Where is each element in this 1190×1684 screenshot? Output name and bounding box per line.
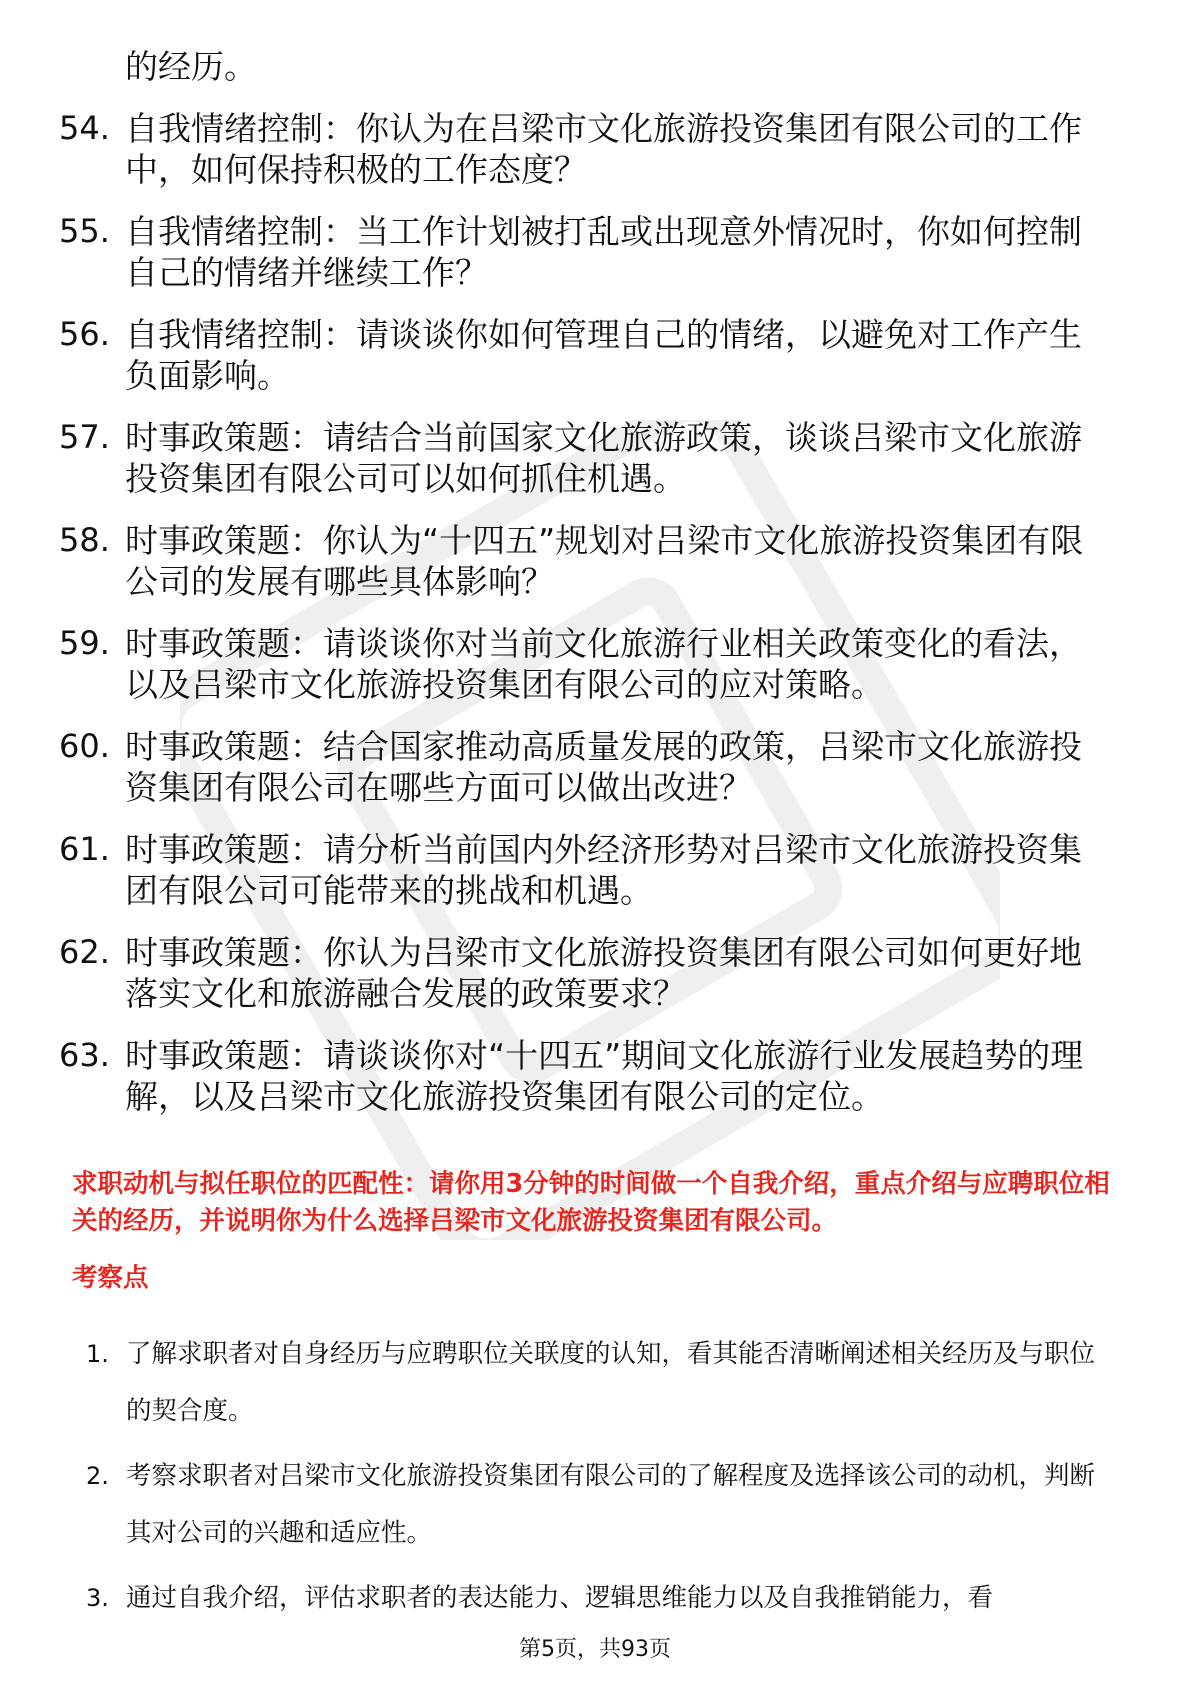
question-text: 时事政策题：结合国家推动高质量发展的政策，吕梁市文化旅游投资集团有限公司在哪些方面可以做出改进？ [125, 727, 1082, 807]
assessment-points-heading: 考察点 [72, 1263, 149, 1293]
question-number: 55. [59, 212, 110, 250]
question-number: 63. [59, 1036, 110, 1074]
assessment-points-list [0, 1326, 1190, 1635]
question-text: 时事政策题：请谈谈你对当前文化旅游行业相关政策变化的看法，以及吕梁市文化旅游投资集团有限公司的应对策略。 [125, 624, 1082, 704]
list-item [86, 1448, 1116, 1562]
list-item-text: 了解求职者对自身经历与应聘职位关联度的认知，看其能否清晰阐述相关经历及与职位的契合度。 [126, 1339, 1096, 1426]
continued-text: 的经历。 [125, 47, 257, 86]
page-footer: 第5页，共93页 [519, 1637, 671, 1662]
question-item [59, 829, 1110, 911]
question-item [59, 417, 1110, 499]
question-text: 时事政策题：请谈谈你对“十四五”期间文化旅游行业发展趋势的理解，以及吕梁市文化旅游投资集团有限公司的定位。 [125, 1036, 1084, 1116]
question-number: 62. [59, 933, 110, 971]
question-text: 时事政策题：请结合当前国家文化旅游政策，谈谈吕梁市文化旅游投资集团有限公司可以如何抓住机遇。 [125, 418, 1082, 498]
question-text: 自我情绪控制：你认为在吕梁市文化旅游投资集团有限公司的工作中，如何保持积极的工作态度？ [125, 109, 1082, 189]
list-item-number: 2. [86, 1462, 109, 1490]
list-item-text: 考察求职者对吕梁市文化旅游投资集团有限公司的了解程度及选择该公司的动机，判断其对公司的兴趣和适应性。 [126, 1461, 1096, 1548]
question-number: 60. [59, 727, 110, 765]
list-item-number: 3. [86, 1584, 109, 1612]
question-text: 时事政策题：你认为吕梁市文化旅游投资集团有限公司如何更好地落实文化和旅游融合发展的政策要求？ [125, 933, 1082, 1013]
question-text: 自我情绪控制：请谈谈你如何管理自己的情绪，以避免对工作产生负面影响。 [125, 315, 1082, 395]
question-item [59, 932, 1110, 1014]
question-item [59, 108, 1110, 190]
list-item-number: 1. [86, 1340, 109, 1368]
question-item [59, 1035, 1110, 1117]
question-item [59, 520, 1110, 602]
question-number: 57. [59, 418, 110, 456]
question-text: 时事政策题：你认为“十四五”规划对吕梁市文化旅游投资集团有限公司的发展有哪些具体影响？ [125, 521, 1084, 601]
question-item [59, 623, 1110, 705]
question-number: 58. [59, 521, 110, 559]
question-item [59, 211, 1110, 293]
question-item [59, 726, 1110, 808]
question-number: 59. [59, 624, 110, 662]
question-text: 时事政策题：请分析当前国内外经济形势对吕梁市文化旅游投资集团有限公司可能带来的挑战和机遇。 [125, 830, 1082, 910]
question-text: 自我情绪控制：当工作计划被打乱或出现意外情况时，你如何控制自己的情绪并继续工作？ [125, 212, 1082, 292]
question-number: 54. [59, 109, 110, 147]
list-item [86, 1326, 1116, 1440]
question-item [59, 314, 1110, 396]
section-heading: 求职动机与拟任职位的匹配性：请你用3分钟的时间做一个自我介绍，重点介绍与应聘职位相关的经历，并说明你为什么选择吕梁市文化旅游投资集团有限公司。 [72, 1169, 1110, 1236]
list-item-text: 通过自我介绍，评估求职者的表达能力、逻辑思维能力以及自我推销能力，看 [126, 1583, 994, 1613]
list-item [86, 1570, 1116, 1627]
question-number: 56. [59, 315, 110, 353]
question-number: 61. [59, 830, 110, 868]
question-list [0, 46, 1190, 1138]
